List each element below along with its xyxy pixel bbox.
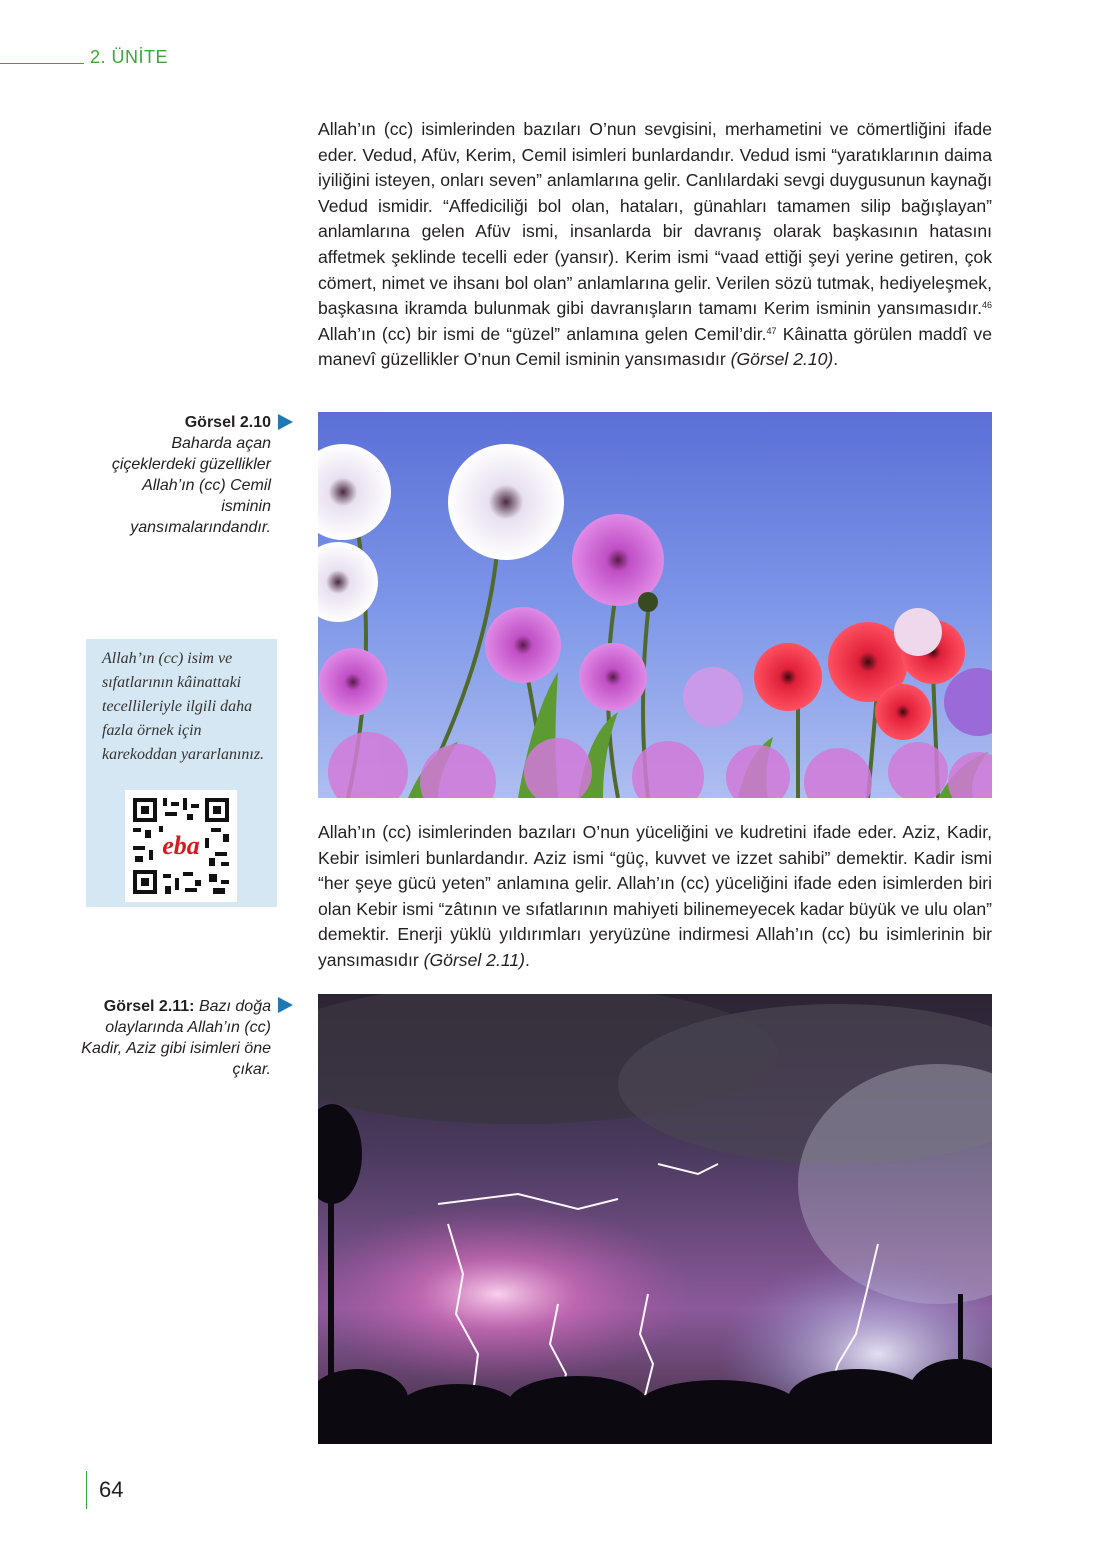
- flowers-photo: [318, 412, 992, 798]
- paragraph-2-end: .: [524, 949, 530, 970]
- figure-2-label: Görsel 2.11:: [103, 998, 195, 1015]
- paragraph-1-end: .: [833, 349, 839, 370]
- paragraph-1: [318, 117, 992, 373]
- page-number: 64: [99, 1477, 124, 1502]
- paragraph-1-text-b: Allah’ın (cc) bir ismi de “güzel” anlamına gelen Cemil’dir.: [318, 323, 767, 344]
- eba-logo: eba: [162, 831, 200, 860]
- figure-1-caption: [91, 412, 271, 538]
- lightning-photo: [318, 994, 992, 1444]
- caption-arrow-icon: [278, 414, 293, 430]
- figure-1-caption-text: Baharda açan çiçeklerdeki güzellikler Allah’ın (cc) Cemil isminin yansımalarındandır.: [111, 435, 271, 536]
- unit-label: 2. ÜNİTE: [90, 47, 169, 67]
- footnote-46: 46: [981, 300, 992, 311]
- header-rule: [0, 63, 84, 64]
- qr-code[interactable]: [125, 790, 237, 902]
- paragraph-2: [318, 820, 992, 974]
- paragraph-1-text-c: Kâinatta görülen maddî ve manevî güzellikler O’nun Cemil isminin yansımasıdır: [318, 323, 992, 370]
- paragraph-1-text-a: Allah’ın (cc) isimlerinden bazıları O’nun sevgisini, merhametini ve cömertliğini ifade eder. Vedud, Afüv, Kerim, Cemil isimleri bunlardandır. Vedud ismi “yaratıklarının daima iyiliğini isteyen, onları seven” anlamlarına gelir. Canlılardaki sevgi duygusunun kaynağı Vedud ismidir. “Affediciliği bol olan, hataları, günahları tamamen silip bağışlayan” anlamlarına gelen Afüv ismi, insanlarda bir davranış olarak başkasının hatasını affetmek şeklinde tecelli eder (yansır). Kerim ismi “vaad ettiği şeyi yerine getiren, çok cömert, nimet ve ihsanı bol olan” anlamlarına gelir. Verilen sözü tutmak, hediyeleşmek, başkasına ikramda bulunmak gibi davranışların tamamı Kerim isminin yansımasıdır.: [318, 119, 992, 319]
- paragraph-2-text: Allah’ın (cc) isimlerinden bazıları O’nun yüceliğini ve kudretini ifade eder. Aziz, Kadir, Kebir isimleri bunlardandır. Aziz ismi “güç, kuvvet ve izzet sahibi” demektir. Kadir ismi “her şeye gücü yeten” anlamına gelir. Allah’ın (cc) yüceliğini ifade eden isimlerden biri olan Kebir ismi “zâtının ve sıfatlarının mahiyeti bilinemeyecek kadar büyük ve ulu olan” demektir. Enerji yüklü yıldırımları yeryüzüne indirmesi Allah’ın (cc) bu isimlerinin bir yansımasıdır: [318, 822, 992, 970]
- qr-info-box: [86, 639, 277, 907]
- footnote-47: 47: [766, 325, 777, 336]
- caption-arrow-icon: [278, 997, 293, 1013]
- figure-ref-2-10: (Görsel 2.10): [730, 349, 834, 370]
- figure-2-caption-text: Bazı doğa olaylarında Allah’ın (cc) Kadir, Aziz gibi isimleri öne çıkar.: [81, 998, 271, 1078]
- figure-ref-2-11: (Görsel 2.11): [423, 949, 525, 970]
- figure-2-caption: [81, 996, 271, 1080]
- figure-1-label: Görsel 2.10: [184, 414, 271, 431]
- qr-info-text: Allah’ın (cc) isim ve sıfatlarının kâinattaki tecellileriyle ilgili daha fazla örnek için karekoddan yararlanınız.: [102, 650, 265, 763]
- page-number-rule: [86, 1471, 87, 1509]
